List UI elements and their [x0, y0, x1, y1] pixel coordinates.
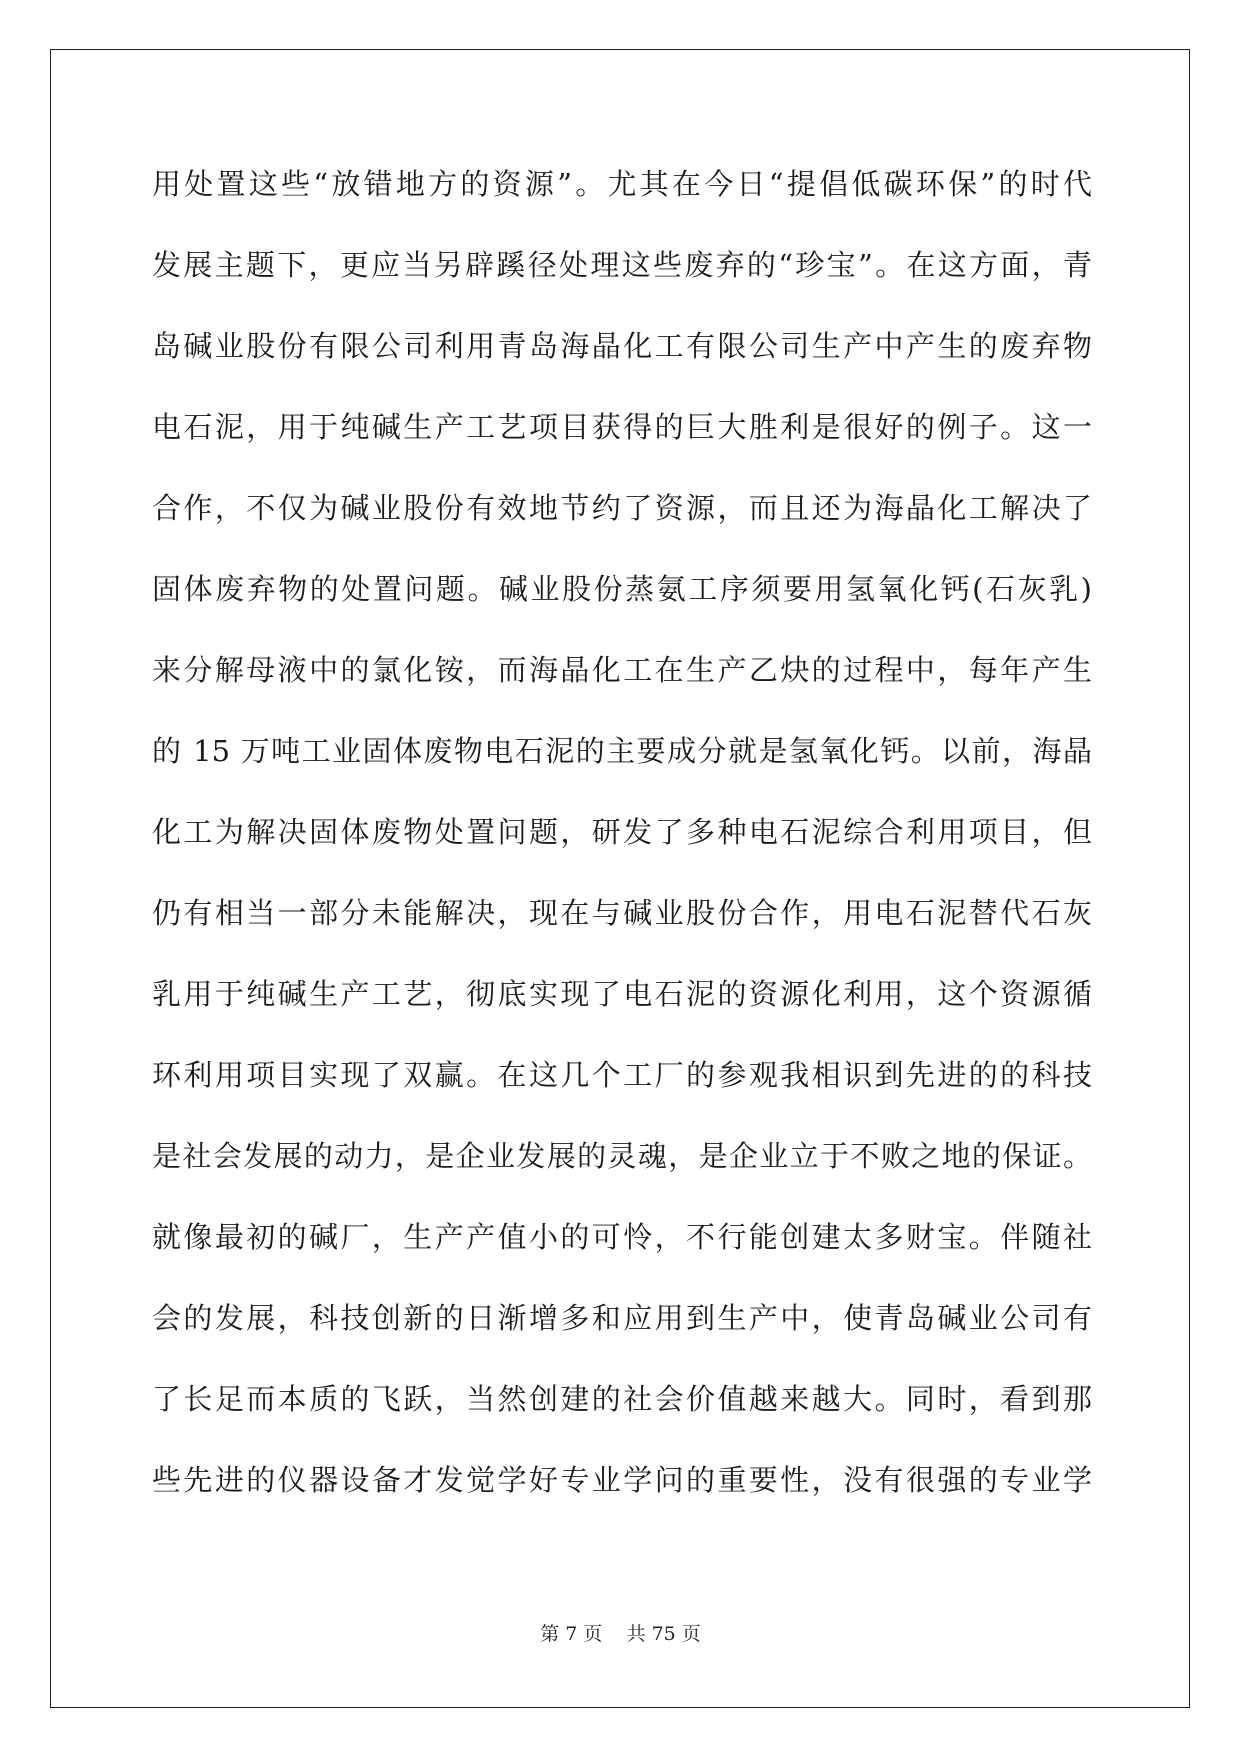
text-line: 会的发展，科技创新的日渐增多和应用到生产中，使青岛碱业公司有	[152, 1301, 1092, 1335]
text-line: 就像最初的碱厂，生产产值小的可怜，不行能创建太多财宝。伴随社	[152, 1220, 1092, 1254]
text-line: 来分解母液中的氯化铵，而海晶化工在生产乙炔的过程中，每年产生	[152, 653, 1092, 687]
text-line: 用处置这些“放错地方的资源”。尤其在今日“提倡低碳环保”的时代	[152, 167, 1092, 201]
text-line: 固体废弃物的处置问题。碱业股份蒸氨工序须要用氢氧化钙(石灰乳)	[152, 572, 1092, 606]
text-line: 合作，不仅为碱业股份有效地节约了资源，而且还为海晶化工解决了	[152, 491, 1092, 525]
text-line: 发展主题下，更应当另辟蹊径处理这些废弃的“珍宝”。在这方面，青	[152, 248, 1092, 282]
text-line: 的 15 万吨工业固体废物电石泥的主要成分就是氢氧化钙。以前，海晶	[152, 734, 1092, 768]
text-line: 乳用于纯碱生产工艺，彻底实现了电石泥的资源化利用，这个资源循	[152, 977, 1092, 1011]
text-line: 化工为解决固体废物处置问题，研发了多种电石泥综合利用项目，但	[152, 815, 1092, 849]
text-line: 岛碱业股份有限公司利用青岛海晶化工有限公司生产中产生的废弃物	[152, 329, 1092, 363]
body-text	[152, 159, 1092, 1536]
text-line: 些先进的仪器设备才发觉学好专业学问的重要性，没有很强的专业学	[152, 1463, 1092, 1497]
page-number-footer: 第 7 页 共 75 页	[540, 1623, 701, 1645]
text-line: 了长足而本质的飞跃，当然创建的社会价值越来越大。同时，看到那	[152, 1382, 1092, 1416]
text-line: 是社会发展的动力，是企业发展的灵魂，是企业立于不败之地的保证。	[152, 1139, 1092, 1173]
text-line: 环利用项目实现了双赢。在这几个工厂的参观我相识到先进的的科技	[152, 1058, 1092, 1092]
text-line: 电石泥，用于纯碱生产工艺项目获得的巨大胜利是很好的例子。这一	[152, 410, 1092, 444]
text-line: 仍有相当一部分未能解决，现在与碱业股份合作，用电石泥替代石灰	[152, 896, 1092, 930]
